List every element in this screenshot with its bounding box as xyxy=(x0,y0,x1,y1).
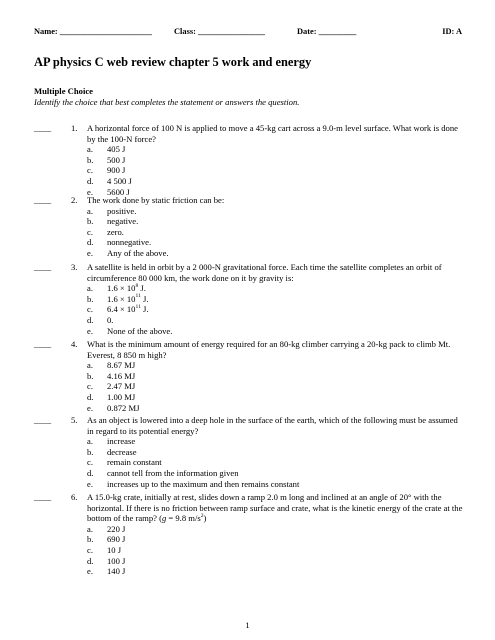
question-number: 2. xyxy=(71,195,78,205)
choice-list xyxy=(87,206,464,259)
choice-c: c. remain constant xyxy=(87,457,162,468)
class-field: Class: ________________ xyxy=(174,27,265,36)
choice-a: a. 220 J xyxy=(87,523,126,534)
choice-e: e. 0.872 MJ xyxy=(87,402,140,413)
answer-blank: ____ xyxy=(34,339,52,349)
choice-e: e. 5600 J xyxy=(87,186,130,197)
choice-d: d. 0. xyxy=(87,314,114,325)
choice-list xyxy=(87,360,464,413)
date-field: Date: _________ xyxy=(297,27,357,36)
section-instructions: Identify the choice that best completes the statement or answers the question. xyxy=(34,97,300,107)
page-number: 1 xyxy=(245,620,250,630)
question-text: A 15.0-kg crate, initially at rest, slides down a ramp 2.0 m long and inclined at an angle of 20° with the horizontal. If there is no friction between ramp surface and crate, what is the kinetic energy of the crate at the bottom of the ramp? (g = 9.8 $m/s^2$) xyxy=(87,492,463,524)
question-number: 4. xyxy=(71,339,78,349)
choice-a: a. increase xyxy=(87,436,136,447)
answer-blank: ____ xyxy=(34,262,52,272)
choice-b: b. decrease xyxy=(87,446,137,457)
choice-e: e. Any of the above. xyxy=(87,247,169,258)
choice-a: a. $1.6 \times 10^8$ J. xyxy=(87,282,146,294)
question-number: 1. xyxy=(71,123,78,133)
answer-blank: ____ xyxy=(34,123,52,133)
page-title: AP physics C web review chapter 5 work and energy xyxy=(34,55,312,69)
choice-a: a. 405 J xyxy=(87,144,126,155)
choice-list xyxy=(87,436,464,489)
choice-d: d. 100 J xyxy=(87,555,126,566)
header-line xyxy=(34,27,462,39)
name-field: Name: ______________________ xyxy=(34,27,152,36)
question-text: What is the minimum amount of energy required for an 80-kg climber carrying a 20-kg pack to climb Mt. Everest, 8 850 m high? xyxy=(87,339,451,360)
question-number: 5. xyxy=(71,415,78,425)
question-text: The work done by static friction can be: xyxy=(87,195,225,205)
section-heading: Multiple Choice xyxy=(34,86,93,96)
choice-d: d. 1.00 MJ xyxy=(87,391,136,402)
answer-blank: ____ xyxy=(34,415,52,425)
answer-blank: ____ xyxy=(34,195,52,205)
choice-e: e. increases up to the maximum and then remains constant xyxy=(87,478,300,489)
question-number: 6. xyxy=(71,492,78,502)
question-text: A horizontal force of 100 N is applied to move a 45-kg cart across a 9.0-m level surface. What work is done by the 100-N force? xyxy=(87,123,458,144)
choice-list xyxy=(87,283,464,336)
choice-d: d. nonnegative. xyxy=(87,237,152,248)
question-text: A satellite is held in orbit by a 2 000-N gravitational force. Each time the satellite completes an orbit of circumference 80 000 km, the work done on it by gravity is: xyxy=(87,262,442,283)
choice-e: e. None of the above. xyxy=(87,325,173,336)
choice-b: b. 500 J xyxy=(87,154,126,165)
choice-a: a. positive. xyxy=(87,205,137,216)
answer-blank: ____ xyxy=(34,492,52,502)
choice-b: b. 4.16 MJ xyxy=(87,370,136,381)
choice-c: c. 900 J xyxy=(87,165,126,176)
choice-d: d. 4 500 J xyxy=(87,175,132,186)
choice-c: c. $6.4 \times 10^{11}$ J. xyxy=(87,304,149,315)
choice-d: d. cannot tell from the information given xyxy=(87,467,239,478)
choice-b: b. negative. xyxy=(87,216,139,227)
choice-c: c. 10 J xyxy=(87,544,122,555)
choice-c: c. zero. xyxy=(87,226,124,237)
choice-a: a. 8.67 MJ xyxy=(87,360,136,371)
choice-b: b. 690 J xyxy=(87,534,126,545)
question-number: 3. xyxy=(71,262,78,272)
choice-list xyxy=(87,524,464,577)
choice-e: e. 140 J xyxy=(87,566,126,577)
choice-b: b. $1.6 \times 10^{11}$ J. xyxy=(87,293,149,304)
question-text: As an object is lowered into a deep hole in the surface of the earth, which of the following must be assumed in regard to its potential energy? xyxy=(87,415,458,436)
choice-c: c. 2.47 MJ xyxy=(87,381,136,392)
choice-list xyxy=(87,144,464,197)
id-field: ID: A xyxy=(442,27,462,36)
